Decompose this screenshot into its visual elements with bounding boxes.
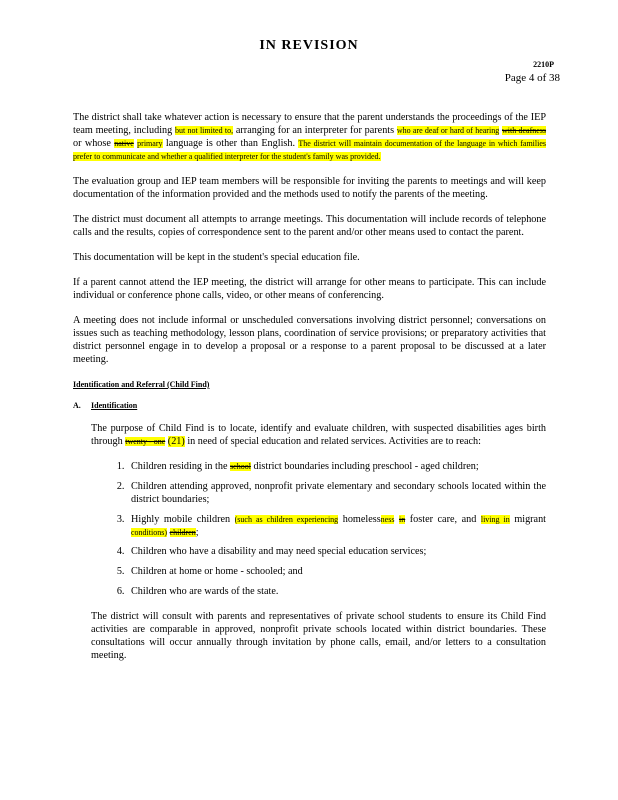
text-run: in need of special education and related services. Activities are to reach: [184, 436, 481, 447]
text-run: foster care, and [405, 514, 481, 525]
paragraph-evaluation-group: The evaluation group and IEP team members will be responsible for inviting the parents to meetings and will keep documentation of the information provided and the methods used to notify the parents of the meeting. [73, 176, 546, 200]
highlight-insert: living in [480, 515, 510, 524]
paragraph-interpreter [73, 111, 546, 163]
highlight-insert: ness [380, 515, 395, 524]
paragraph-file: This documentation will be kept in the student's special education file. [73, 252, 360, 263]
highlight-deletion: in [399, 515, 406, 524]
text-run: or whose [73, 138, 115, 149]
highlight-deletion: with deafness [502, 126, 547, 135]
highlight-insert: but not limited to, [175, 126, 234, 135]
highlight-insert: The district will maintain documentation of the language in which families prefer to communicate and whether a qualified interpreter for the student's family was provided. [73, 139, 547, 161]
document-title: IN REVISION [259, 38, 359, 53]
highlight-insert: (such as children experiencing [234, 515, 339, 524]
subsection-heading [73, 399, 546, 412]
paragraph-consultation: The district will consult with parents and representatives of private school students to ensure its Child Find activities are comparable in approved, nonprofit private schools located within district boundaries. These consultations will occur annually through invitation by phone calls, email, and/or letters to a consultation meeting. [91, 611, 546, 661]
text-run: district boundaries including preschool - aged children; [250, 461, 479, 472]
child-find-block [91, 422, 546, 662]
text-run: arranging for an interpreter for parents [233, 125, 397, 136]
paragraph-meeting-definition: A meeting does not include informal or unscheduled conversations involving district personnel; conversations on issues such as teaching methodology, lesson plans, coordination of service provisions; or preparatory activities that district personnel engage in to develop a proposal or a response to a parent proposal to be discussed at a later meeting. [73, 315, 546, 365]
child-find-list [109, 460, 546, 598]
document-body [73, 111, 546, 674]
list-item: 5. Children at home or home - schooled; and [127, 565, 546, 578]
policy-code: 2210P [533, 60, 554, 69]
list-item: 2. Children attending approved, nonprofit private elementary and secondary schools located within the district boundaries; [127, 480, 546, 506]
text-run: Highly mobile children [131, 514, 235, 525]
highlight-insert: (21) [167, 436, 185, 447]
text-run: The purpose of Child Find is to locate, identify and evaluate children, with suspected disabilities ages birth through [91, 423, 546, 447]
page-number: Page 4 of 38 [504, 72, 560, 84]
section-heading: Identification and Referral (Child Find) [73, 380, 210, 389]
paragraph-parent-cannot-attend: If a parent cannot attend the IEP meeting, the district will arrange for other means to participate. This can include individual or conference phone calls, video, or other means of conferencing. [73, 277, 546, 301]
text-run: language is other than English. [162, 138, 299, 149]
list-item: 4. Children who have a disability and may need special education services; [127, 545, 546, 558]
paragraph-child-find-purpose [91, 422, 546, 448]
paragraph-document-attempts: The district must document all attempts to arrange meetings. This documentation will include records of telephone calls and the results, copies of correspondence sent to the parent and/or other means used to contact the parent. [73, 214, 546, 238]
highlight-deletion: children [169, 528, 196, 537]
subsection-letter: A. [73, 401, 81, 410]
list-item [127, 513, 546, 539]
text-run: ; [195, 527, 199, 538]
highlight-deletion: native [114, 139, 134, 148]
list-item [127, 460, 546, 473]
highlight-deletion: twenty - one [125, 437, 166, 446]
list-item: 6. Children who are wards of the state. [127, 585, 546, 598]
subsection-label: Identification [91, 401, 138, 410]
text-run: Children residing in the [131, 461, 231, 472]
text-run: homeless [338, 514, 381, 525]
text-run: The district shall take whatever action is necessary to ensure that the parent understands the proceedings of the IEP team meeting, including [73, 112, 546, 136]
highlight-insert: conditions) [131, 528, 167, 537]
highlight-insert: primary [137, 139, 163, 148]
highlight-insert: who are deaf or hard of hearing [396, 126, 500, 135]
highlight-deletion: school [230, 462, 251, 471]
text-run: migrant [509, 514, 547, 525]
